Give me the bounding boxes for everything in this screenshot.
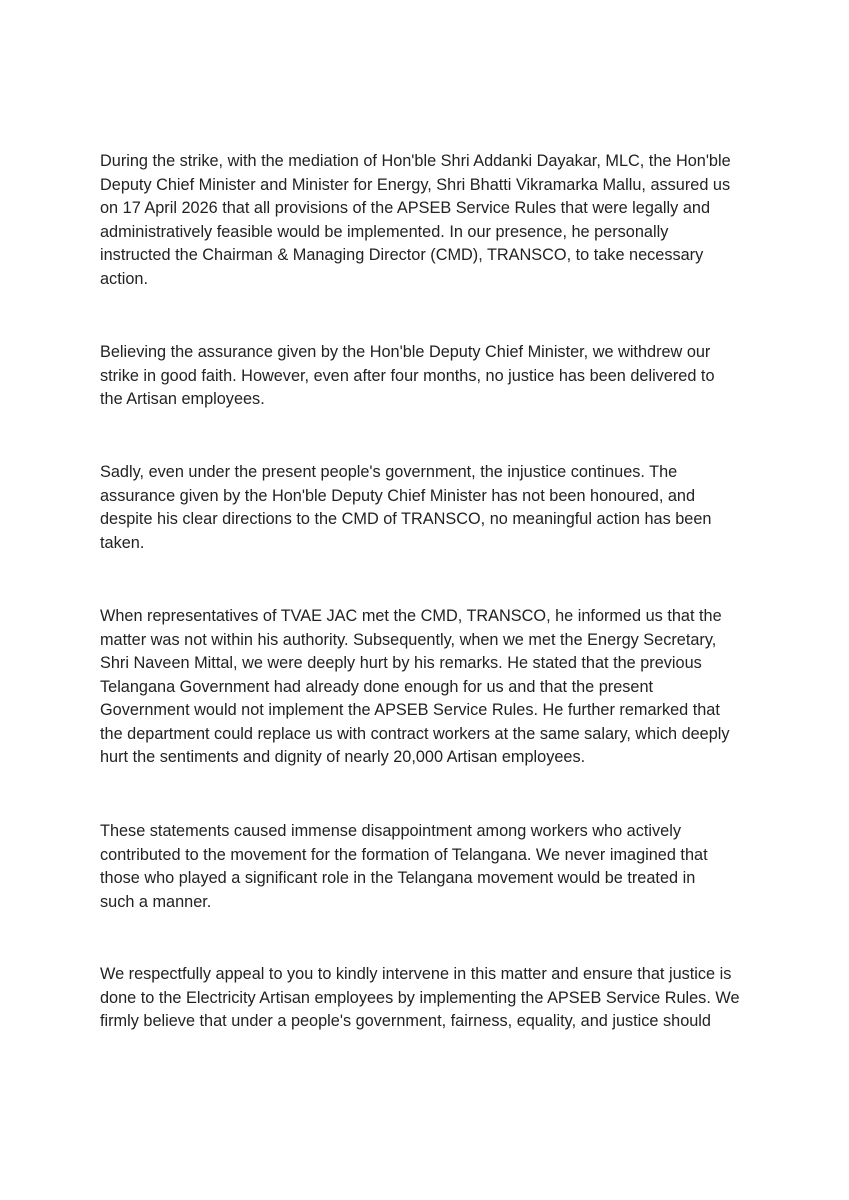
paragraph-disappointment: These statements caused immense disappointment among workers who actively contributed to the movement for the formation of Telangana. We never imagined that those who played a significant role in the Telangana movement would be treated in such a manner. xyxy=(100,822,708,911)
paragraph-appeal: We respectfully appeal to you to kindly intervene in this matter and ensure that justice is done to the Electricity Artisan employees by implementing the APSEB Service Rules. We firmly believe that under a people's government, fairness, equality, and justice should xyxy=(100,965,740,1030)
paragraph-strike-withdrawn: Believing the assurance given by the Hon'ble Deputy Chief Minister, we withdrew our strike in good faith. However, even after four months, no justice has been delivered to the Artisan employees. xyxy=(100,343,715,408)
paragraph-meeting-remarks: When representatives of TVAE JAC met the CMD, TRANSCO, he informed us that the matter was not within his authority. Subsequently, when we met the Energy Secretary, Shri Naveen Mittal, we were deeply hurt by his remarks. He stated that the previous Telangana Government had already done enough for us and that the present Government would not implement the APSEB Service Rules. He further remarked that the department could replace us with contract workers at the same salary, which deeply hurt the sentiments and dignity of nearly 20,000 Artisan employees. xyxy=(100,607,730,766)
paragraph-injustice-continues: Sadly, even under the present people's government, the injustice continues. The assurance given by the Hon'ble Deputy Chief Minister has not been honoured, and despite his clear directions to the CMD of TRANSCO, no meaningful action has been taken. xyxy=(100,463,712,552)
paragraph-mediation-assurance: During the strike, with the mediation of Hon'ble Shri Addanki Dayakar, MLC, the Hon'ble Deputy Chief Minister and Minister for Energy, Shri Bhatti Vikramarka Mallu, assured us on 17 April 2026 that all provisions of the APSEB Service Rules that were legally and administratively feasible would be implemented. In our presence, he personally instructed the Chairman & Managing Director (CMD), TRANSCO, to take necessary action. xyxy=(100,152,731,288)
